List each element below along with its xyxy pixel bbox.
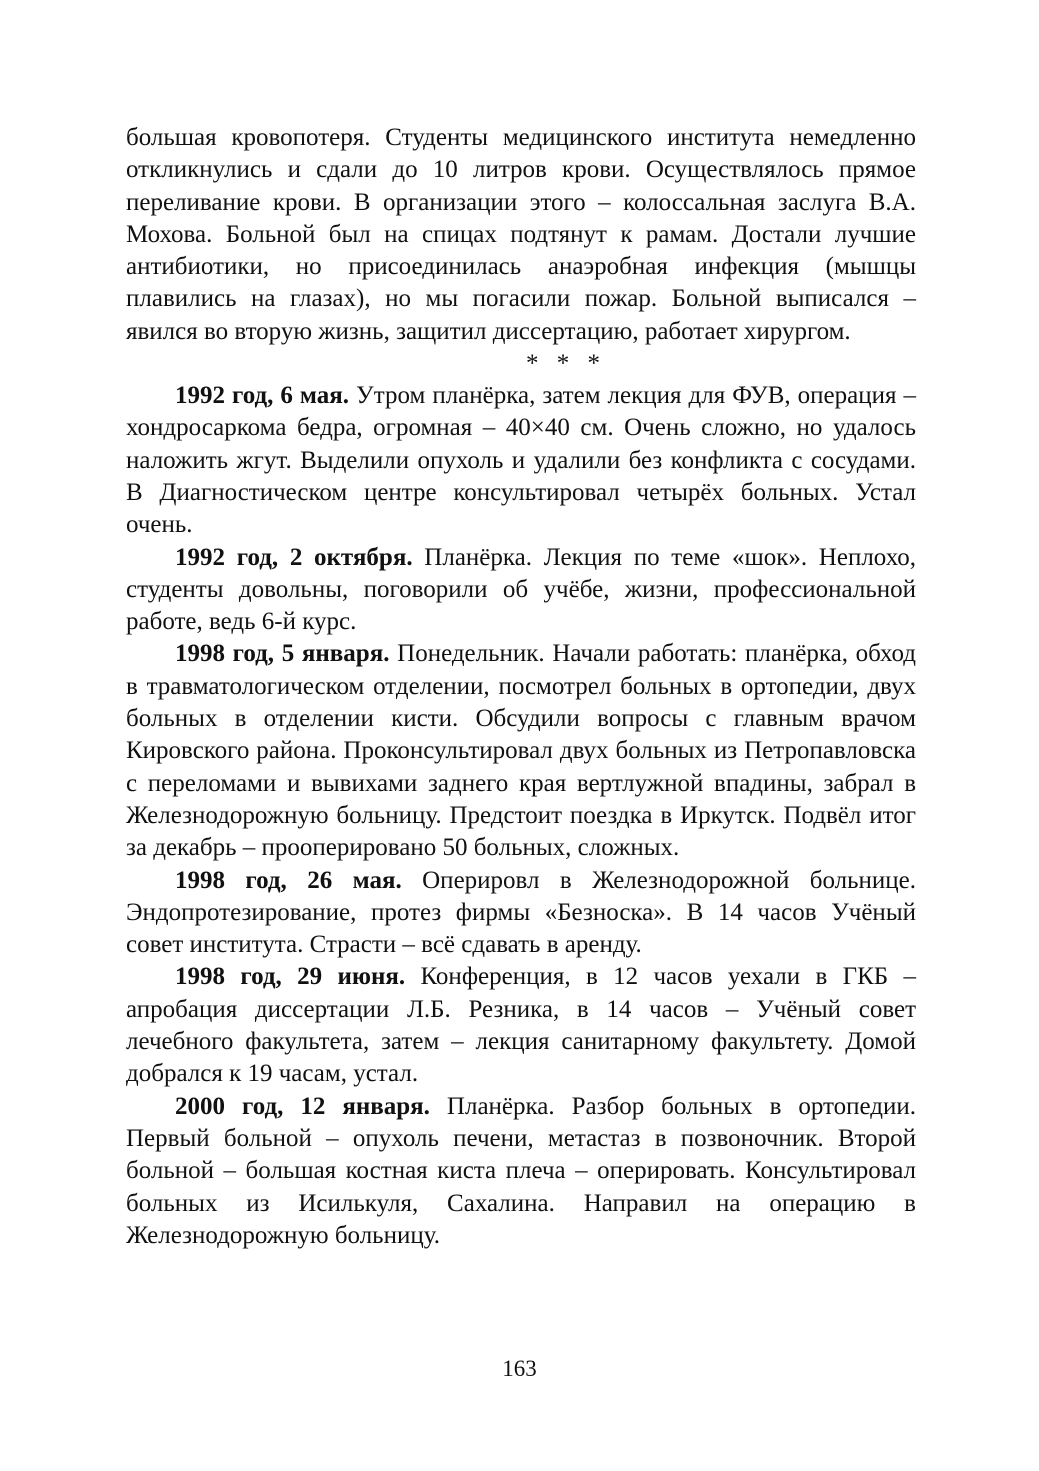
entry-date: 1992 год, 2 октября. bbox=[175, 543, 413, 571]
diary-entry bbox=[126, 542, 916, 639]
entry-date: 1998 год, 5 января. bbox=[175, 640, 390, 668]
diary-entry bbox=[126, 380, 916, 541]
diary-entry bbox=[126, 961, 916, 1090]
diary-entry bbox=[126, 638, 916, 864]
entry-text: Конференция, в 12 часов уехали в ГКБ – апробация диссертации Л.Б. Резника, в 14 часов – Учёный совет лечебного факультета, затем – лекция санитарному факультету. Домой добрался к 19 часам, устал. bbox=[126, 963, 916, 1088]
entry-text: Понедельник. Начали работать: планёрка, обход в травматологическом отделении, посмотрел больных в ортопедии, двух больных в отделении кисти. Обсудили вопросы с главным врачом Кировского района. Проконсультировал двух больных из Петропавловска с переломами и вывихами заднего края вертлужной впадины, забрал в Железнодорожную больницу. Предстоит поездка в Иркутск. Подвёл итог за декабрь – прооперировано 50 больных, сложных. bbox=[126, 640, 916, 862]
entry-date: 2000 год, 12 января. bbox=[175, 1092, 430, 1120]
entry-text: Утром планёрка, затем лекция для ФУВ, операция – хондросаркома бедра, огромная – 40×40 см. Очень сложно, но удалось наложить жгут. Выделили опухоль и удалили без конфликта с сосудами. В Диагностическом центре консультировал четырёх больных. Устал очень. bbox=[126, 382, 916, 539]
entry-date: 1998 год, 29 июня. bbox=[175, 963, 406, 991]
page-number: 163 bbox=[502, 1356, 537, 1381]
entry-date: 1992 год, 6 мая. bbox=[175, 382, 350, 410]
entry-date: 1998 год, 26 мая. bbox=[175, 866, 402, 894]
diary-entry bbox=[126, 1091, 916, 1252]
diary-entry bbox=[126, 865, 916, 962]
entry-text: Планёрка. Лекция по теме «шок». Неплохо, студенты довольны, поговорили об учёбе, жизни, профессиональной работе, ведь 6-й курс. bbox=[126, 543, 916, 636]
entry-text: Планёрка. Разбор больных в ортопедии. Первый больной – опухоль печени, метастаз в позвоночник. Второй больной – большая костная киста плеча – оперировать. Консультировал больных из Исилькуля, Сахалина. Направил на операцию в Железнодорожную больницу. bbox=[126, 1092, 916, 1249]
entry-text: Оперировл в Железнодорожной больнице. Эндопротезирование, протез фирмы «Безноска». В 14 часов Учёный совет института. Страсти – всё сдавать в аренду. bbox=[126, 866, 916, 959]
page-body bbox=[126, 122, 916, 1252]
intro-paragraph: большая кровопотеря. Студенты медицинского института немедленно откликнулись и сдали до 10 литров крови. Осуществлялось прямое переливание крови. В организации этого – колоссальная заслуга В.А. Мохова. Больной был на спицах подтянут к рамам. Достали лучшие антибиотики, но присоединилась анаэробная инфекция (мышцы плавились на глазах), но мы погасили пожар. Больной выписался – явился во вторую жизнь, защитил диссертацию, работает хирургом. bbox=[126, 124, 916, 345]
section-separator: * * * bbox=[526, 350, 606, 378]
